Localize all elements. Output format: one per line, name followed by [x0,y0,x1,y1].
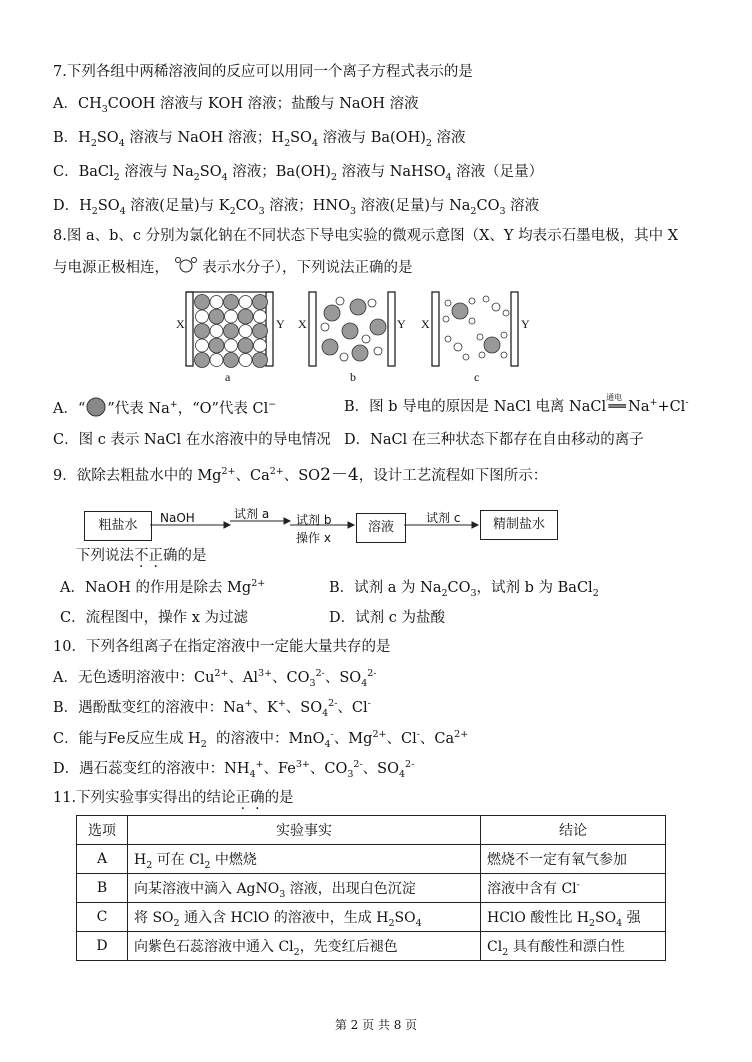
cl-ion [254,310,267,323]
panel-a-y: Y [276,317,285,331]
row-a-fact: $H_2$ 可在 $Cl_2$ 中燃烧 [128,845,481,874]
q7-option-c: C．BaCl$_2$ 溶液与 $Na_2SO_4$ 溶液；$Ba(OH)_2$ 溶液与 NaHSO$_4$ 溶液（足量） [53,164,544,183]
q9-question: 下列说法不正确的是 [76,548,207,564]
cl-ion [210,354,223,367]
cl-ion [225,339,238,352]
row-b-conclusion: 溶液中含有 Cl- [481,874,666,903]
q8-option-d: D．NaCl 在三种状态下都存在自由移动的离子 [344,432,644,448]
q7-stem: 7.下列各组中两稀溶液间的反应可以用同一个离子方程式表示的是 [53,64,473,80]
page-footer: 第 2 页 共 8 页 [334,1018,418,1032]
na-ion [238,309,253,324]
q8-option-b: B．图 b 导电的原因是 NaCl 电离 NaCl 通电 ══ Na++Cl- [344,393,689,415]
row-d-option: D [77,932,128,961]
q9-option-d: D．试剂 c 为盐酸 [329,610,445,626]
nacl-conductivity-figure [0,287,752,387]
table-header-row [77,816,666,845]
panel-b-x: X [298,317,307,331]
table-row [77,845,666,874]
header-fact: 实验事实 [128,816,481,845]
na-ion [195,353,210,368]
q10-option-d: D．遇石蕊变红的溶液中：$NH_4^+$、$Fe^{3+}$、$CO_3^{2-}$、$SO_4^{2-}$ [53,759,415,780]
row-a-option: A [77,845,128,874]
flow-reagent-c-label: 试剂 c [426,511,461,525]
q11-stem: 11.下列实验事实得出的结论正确的是 [53,790,294,806]
table-row [77,903,666,932]
q10-option-a: A．无色透明溶液中：$Cu^{2+}$、$Al^{3+}$、$CO_3^{2-}$、$SO_4^{2-}$ [53,668,377,689]
cl-ion [225,310,238,323]
q8-option-c: C．图 c 表示 NaCl 在水溶液中的导电情况 [53,432,331,448]
q9-stem: 9．欲除去粗盐水中的 $Mg^{2+}$、$Ca^{2+}$、SO2－4，设计工艺流程如下图所示： [53,465,548,485]
table-row [77,874,666,903]
flow-solution: 溶液 [356,513,406,543]
q7-option-a: A．$CH_3COOH$ 溶液与 KOH 溶液；盐酸与 NaOH 溶液 [53,96,419,115]
panel-a-label: a [225,370,231,384]
flow-crude-brine: 粗盐水 [84,511,152,541]
na-ion [224,324,239,339]
q10-option-c: C．能与Fe反应生成 $H_2$ 的溶液中：MnO$_4$-、$Mg^{2+}$、Cl-、$Ca^{2+}$ [53,729,469,750]
cl-ion [196,339,209,352]
flow-operation-x-label: 操作 x [296,531,331,545]
row-d-fact: 向紫色石蕊溶液中通入 $Cl_2$，先变红后褪色 [128,932,481,961]
row-b-fact: 向某溶液中滴入 AgNO$_3$ 溶液，出现白色沉淀 [128,874,481,903]
na-ion [253,324,268,339]
q9-option-c: C．流程图中，操作 x 为过滤 [60,610,248,626]
panel-c-label: c [474,370,480,384]
na-ion [224,295,239,310]
q10-stem: 10．下列各组离子在指定溶液中一定能大量共存的是 [53,639,391,655]
flow-reagent-a-label: 试剂 a [234,507,270,521]
row-c-conclusion: HClO 酸性比 $H_2SO_4$ 强 [481,903,666,932]
q8-stem-line1: 8.图 a、b、c 分别为氯化钠在不同状态下导电实验的微观示意图（X、Y 均表示石墨电极，其中 X [53,228,679,244]
panel-b-y: Y [397,317,406,331]
gray-sphere-icon [85,397,107,417]
header-option: 选项 [77,816,128,845]
na-ion [195,324,210,339]
flow-reagent-b-label: 试剂 b [296,513,332,527]
water-molecule-icon [174,256,198,274]
panel-b-label: b [350,370,356,384]
q11-table [76,815,666,961]
cl-ion [210,296,223,309]
q7-option-d: D．$H_2SO_4$ 溶液(足量)与 $K_2CO_3$ 溶液；$HNO_3$ 溶液(足量)与 $Na_2CO_3$ 溶液 [53,198,540,217]
q9-option-b: B．试剂 a 为 $Na_2CO_3$，试剂 b 为 BaCl$_2$ [329,580,599,599]
row-b-option: B [77,874,128,903]
cl-ion [196,310,209,323]
na-ion [253,295,268,310]
panel-c-x: X [421,317,430,331]
q8-option-a: A．“ ”代表 Na+，“O”代表 Cl− [53,397,276,419]
na-ion [209,309,224,324]
cl-ion [239,354,252,367]
q9-option-a: A．NaOH 的作用是除去 $Mg^{2+}$ [60,578,266,596]
na-ion [253,353,268,368]
flow-naoh-label: NaOH [160,511,195,525]
header-conclusion: 结论 [481,816,666,845]
panel-a-x: X [176,317,185,331]
row-c-fact: 将 $SO_2$ 通入含 HClO 的溶液中，生成 $H_2SO_4$ [128,903,481,932]
q10-option-b: B．遇酚酞变红的溶液中：Na+、K+、$SO_4^{2-}$、Cl- [53,698,371,719]
row-c-option: C [77,903,128,932]
q8-stem-line2: 与电源正极相连， 表示水分子），下列说法正确的是 [53,256,412,278]
cl-ion [239,296,252,309]
cl-ion [239,325,252,338]
row-d-conclusion: $Cl_2$ 具有酸性和漂白性 [481,932,666,961]
flow-refined-brine: 精制盐水 [480,510,558,540]
table-row [77,932,666,961]
q7-option-b: B．$H_2SO_4$ 溶液与 NaOH 溶液；$H_2SO_4$ 溶液与 $Ba(OH)_2$ 溶液 [53,130,466,149]
row-a-conclusion: 燃烧不一定有氧气参加 [481,845,666,874]
panel-c-y: Y [521,317,530,331]
na-ion [209,338,224,353]
na-ion [195,295,210,310]
cl-ion [254,339,267,352]
na-ion [224,353,239,368]
na-ion [238,338,253,353]
cl-ion [210,325,223,338]
